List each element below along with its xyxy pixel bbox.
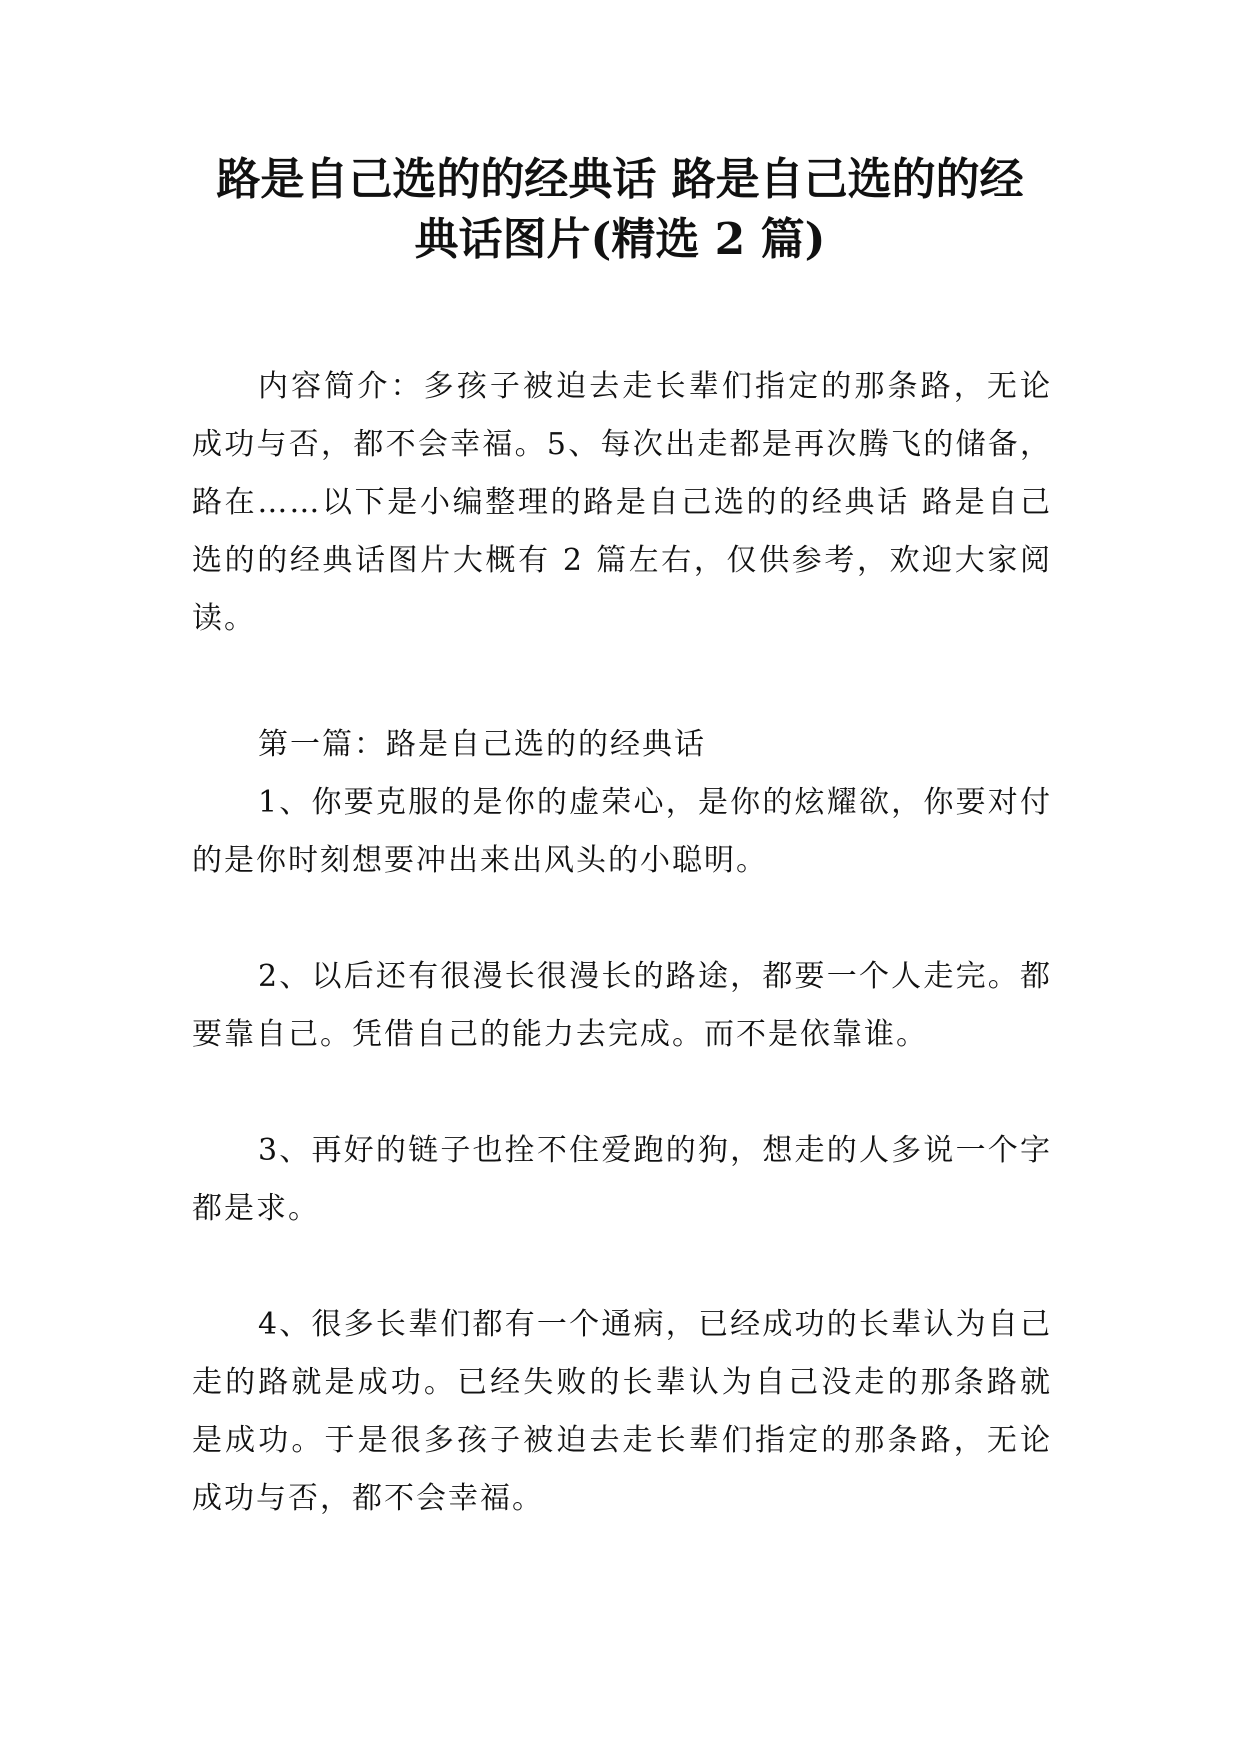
summary-paragraph: 内容简介：多孩子被迫去走长辈们指定的那条路，无论成功与否，都不会幸福。5、每次出走都是再次腾飞的储备，路在……以下是小编整理的路是自己选的的经典话 路是自己选的的经典话图片大概有 2 篇左右，仅供参考，欢迎大家阅读。 [192,369,1052,636]
title-line-1: 路是自己选的的经典话 路是自己选的的经 [216,154,1024,205]
section-heading: 第一篇：路是自己选的的经典话 [258,727,706,762]
title-line-2: 典话图片(精选 2 篇) [414,214,826,265]
list-item: 2、以后还有很漫长很漫长的路途，都要一个人走完。都要靠自己。凭借自己的能力去完成。而不是依靠谁。 [192,959,1052,1052]
document-title [180,150,1060,270]
list-item: 3、再好的链子也拴不住爱跑的狗，想走的人多说一个字都是求。 [192,1133,1052,1226]
list-item: 4、很多长辈们都有一个通病，已经成功的长辈认为自己走的路就是成功。已经失败的长辈认为自己没走的那条路就是成功。于是很多孩子被迫去走长辈们指定的那条路，无论成功与否，都不会幸福。 [192,1307,1052,1516]
list-item: 1、你要克服的是你的虚荣心，是你的炫耀欲，你要对付的是你时刻想要冲出来出风头的小聪明。 [192,785,1052,878]
document-body [192,358,1052,1528]
